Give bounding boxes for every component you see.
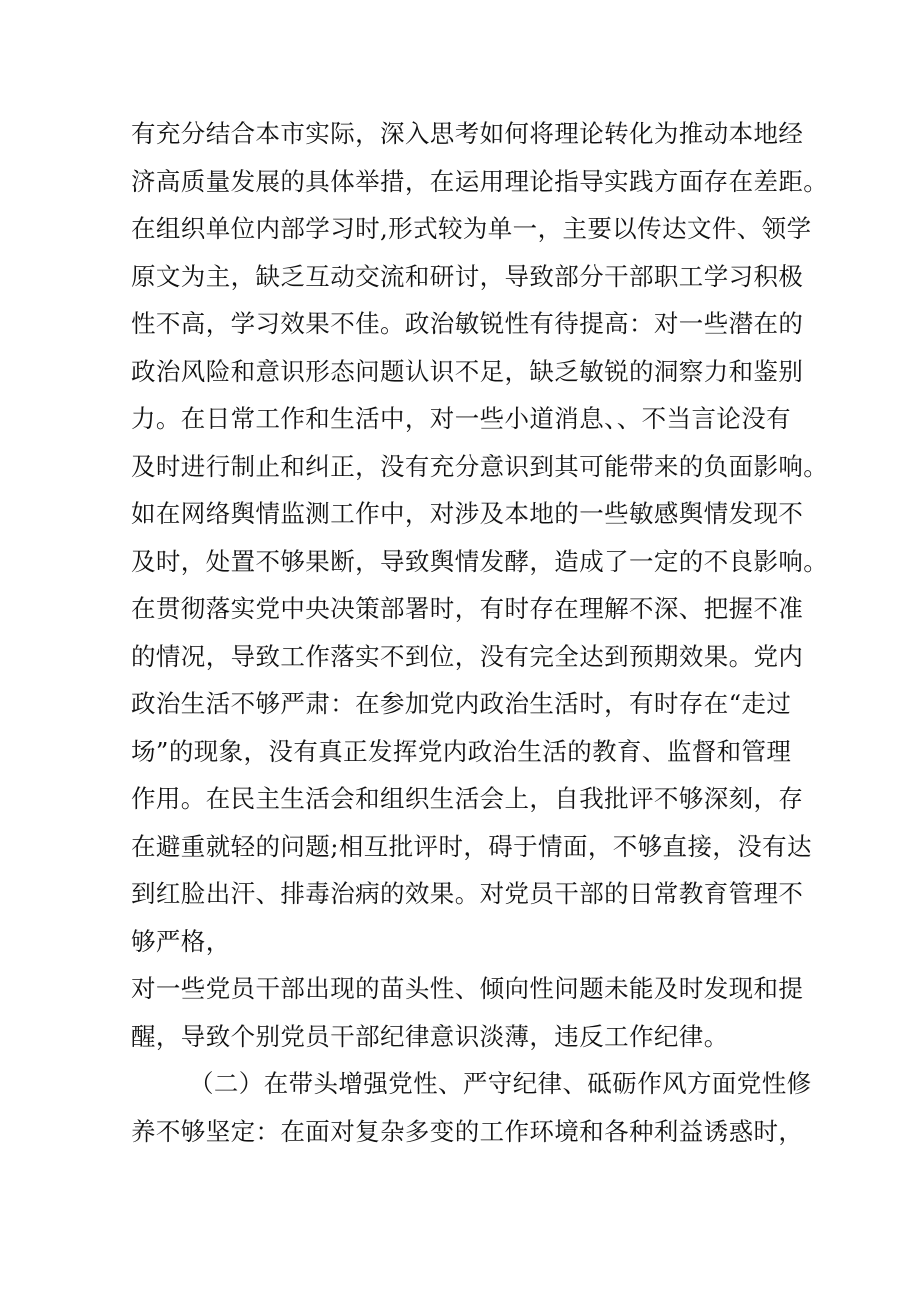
text-line: 有充分结合本市实际，深入思考如何将理论转化为推动本地经 bbox=[131, 119, 804, 148]
text-line: 作用。在民主生活会和组织生活会上，自我批评不够深刻，存 bbox=[131, 784, 804, 813]
text-line: 性不高，学习效果不佳。政治敏锐性有待提高：对一些潜在的 bbox=[131, 309, 804, 338]
text-line: 原文为主，缺乏互动交流和研讨，导致部分干部职工学习积极 bbox=[131, 261, 804, 291]
text-line: 场”的现象，没有真正发挥党内政治生活的教育、监督和管理 bbox=[131, 736, 792, 766]
text-line: 的情况，导致工作落实不到位，没有完全达到预期效果。党内 bbox=[131, 641, 804, 671]
text-line: 力。在日常工作和生活中，对一些小道消息、、不当言论没有 bbox=[131, 404, 792, 433]
text-line: 在贯彻落实党中央决策部署时，有时存在理解不深、把握不准 bbox=[131, 594, 804, 623]
text-line: 在组织单位内部学习时,形式较为单一，主要以传达文件、领学 bbox=[131, 214, 812, 243]
text-line: 养不够坚定：在面对复杂多变的工作环境和各种利益诱惑时， bbox=[131, 1116, 804, 1146]
body-text bbox=[131, 110, 829, 1155]
text-line: 醒，导致个别党员干部纪律意识淡薄，违反工作纪律。 bbox=[131, 1021, 729, 1051]
text-line: 政治生活不够严肃：在参加党内政治生活时，有时存在“走过 bbox=[131, 689, 792, 718]
text-line: 及时进行制止和纠正，没有充分意识到其可能带来的负面影响。 bbox=[131, 451, 829, 481]
text-line: 到红脸出汗、排毒治病的效果。对党员干部的日常教育管理不 bbox=[131, 879, 804, 908]
text-line: 在避重就轻的问题;相互批评时，碍于情面，不够直接，没有达 bbox=[131, 831, 812, 861]
text-line: 济高质量发展的具体举措，在运用理论指导实践方面存在差距。 bbox=[131, 166, 829, 196]
text-line: 及时，处置不够果断，导致舆情发酵，造成了一定的不良影响。 bbox=[131, 546, 829, 576]
text-line: 够严格， bbox=[131, 926, 231, 956]
text-line: 对一些党员干部出现的苗头性、倾向性问题未能及时发现和提 bbox=[131, 974, 804, 1003]
section-heading-line: （二）在带头增强党性、严守纪律、砥砺作风方面党性修 bbox=[189, 1069, 812, 1098]
text-line: 政治风险和意识形态问题认识不足，缺乏敏锐的洞察力和鉴别 bbox=[131, 356, 804, 386]
text-line: 如在网络舆情监测工作中，对涉及本地的一些敏感舆情发现不 bbox=[131, 499, 804, 528]
